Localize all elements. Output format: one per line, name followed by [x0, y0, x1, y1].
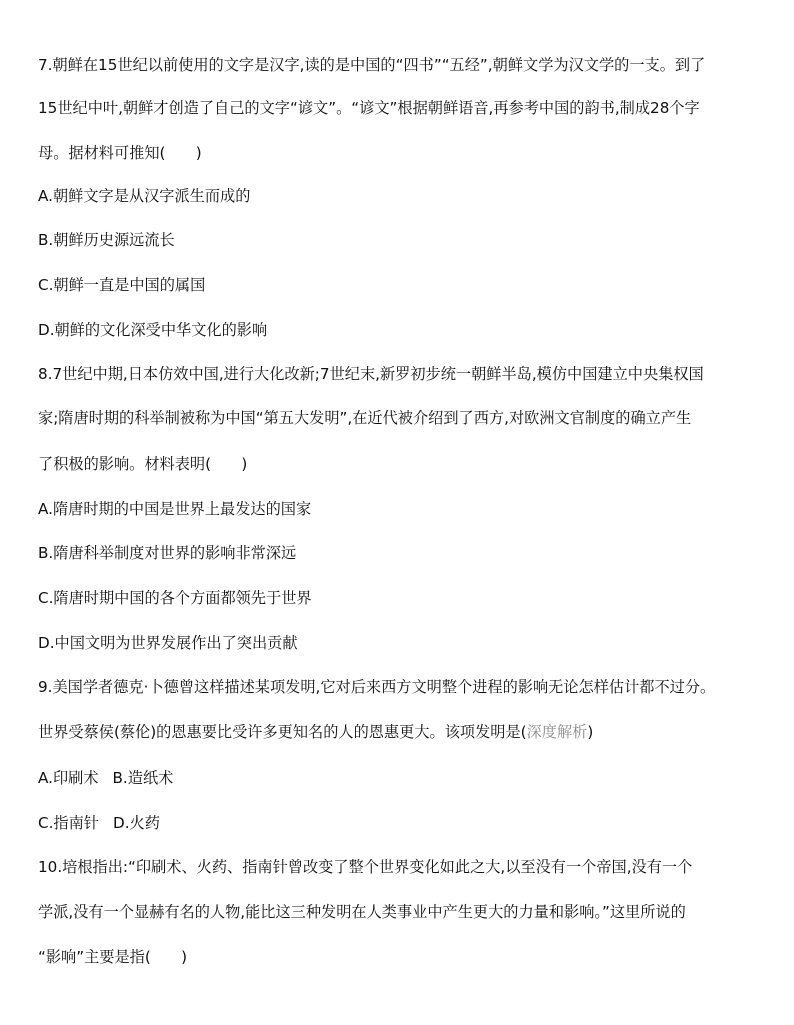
q9-option-a: A.印刷术 — [38, 769, 99, 787]
q10-stem-line-1: 10.培根指出:“印刷术、火药、指南针曾改变了整个世界变化如此之大,以至没有一个帝国,没有一个 — [38, 858, 693, 876]
q9-option-b: B.造纸术 — [112, 769, 174, 787]
q8-stem-line-3: 了积极的影响。材料表明( ) — [38, 455, 248, 473]
q10-stem-line-2: 学派,没有一个显赫有名的人物,能比这三种发明在人类事业中产生更大的力量和影响。”这里所说的 — [38, 903, 686, 921]
q8-option-d: D.中国文明为世界发展作出了突出贡献 — [38, 634, 298, 652]
q9-stem-line-1: 9.美国学者德克·卜德曾这样描述某项发明,它对后来西方文明整个进程的影响无论怎样估计都不过分。 — [38, 678, 716, 696]
q9-option-d: D.火药 — [113, 814, 160, 832]
q8-option-a: A.隋唐时期的中国是世界上最发达的国家 — [38, 500, 312, 518]
q7-option-b: B.朝鲜历史源远流长 — [38, 231, 175, 249]
q10-stem-line-3: “影响”主要是指( ) — [38, 948, 188, 966]
q7-option-c: C.朝鲜一直是中国的属国 — [38, 276, 206, 294]
q9-stem-text: 世界受蔡侯(蔡伦)的恩惠要比受许多更知名的人的恩惠更大。该项发明是( — [38, 723, 527, 741]
q7-stem-line-1: 7.朝鲜在15世纪以前使用的文字是汉字,读的是中国的“四书”“五经”,朝鲜文学为汉文学的一支。到了 — [38, 56, 706, 74]
q7-stem-line-2: 15世纪中叶,朝鲜才创造了自己的文字“谚文”。“谚文”根据朝鲜语音,再参考中国的韵书,制成28个字 — [38, 99, 700, 117]
q9-option-row-1 — [38, 768, 774, 788]
q8-option-c: C.隋唐时期中国的各个方面都领先于世界 — [38, 589, 312, 607]
deep-analysis-link[interactable]: 深度解析 — [526, 723, 588, 741]
q8-stem-line-2: 家;隋唐时期的科举制被称为中国“第五大发明”,在近代被介绍到了西方,对欧洲文官制度的确立产生 — [38, 409, 692, 427]
q9-option-c: C.指南针 — [38, 814, 99, 832]
q7-stem-line-3: 母。据材料可推知( ) — [38, 144, 202, 162]
q9-stem-line-2 — [38, 722, 774, 742]
q8-stem-line-1: 8.7世纪中期,日本仿效中国,进行大化改新;7世纪末,新罗初步统一朝鲜半岛,模仿中国建立中央集权国 — [38, 365, 704, 383]
q7-option-d: D.朝鲜的文化深受中华文化的影响 — [38, 321, 268, 339]
q7-option-a: A.朝鲜文字是从汉字派生而成的 — [38, 187, 251, 205]
q9-option-row-2 — [38, 813, 774, 833]
q9-stem-close: ) — [587, 723, 594, 741]
q8-option-b: B.隋唐科举制度对世界的影响非常深远 — [38, 544, 297, 562]
